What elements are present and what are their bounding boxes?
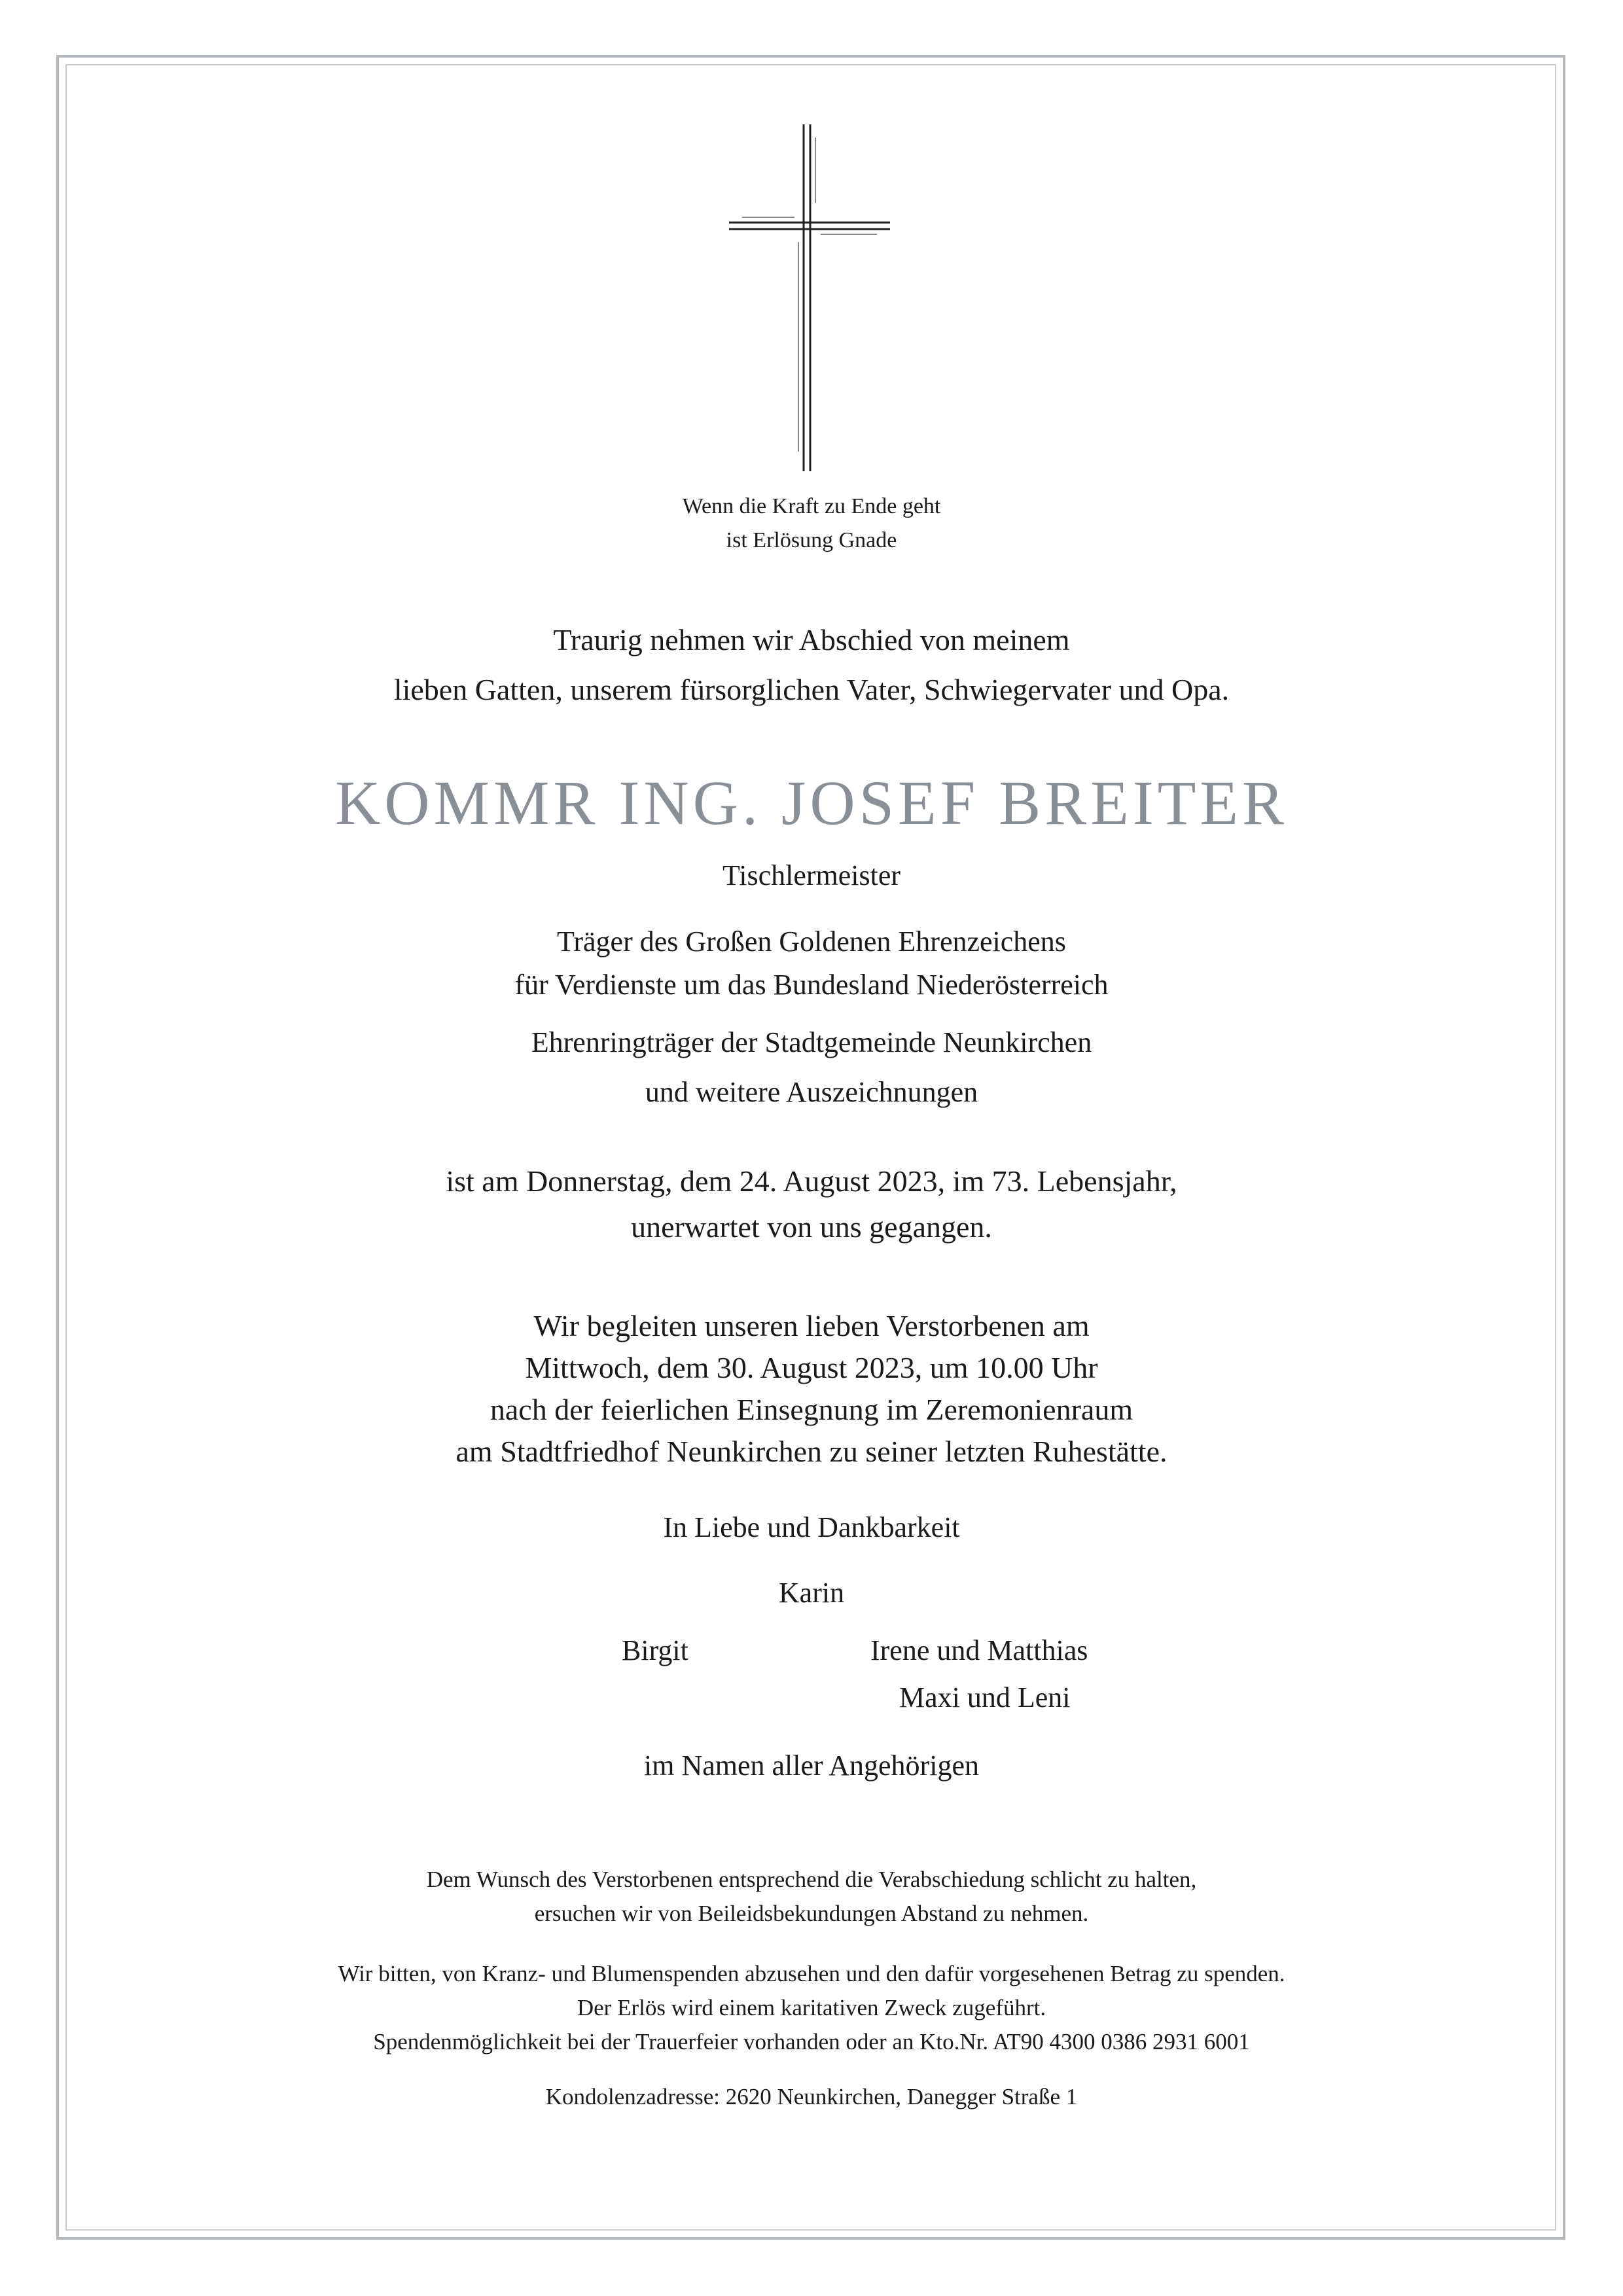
condolence-address: Kondolenzadresse: 2620 Neunkirchen, Danegger Straße 1 (545, 2084, 1078, 2109)
funeral-details (0, 1305, 1623, 1473)
motto (0, 490, 1623, 558)
funeral-line-4: am Stadtfriedhof Neunkirchen zu seiner letzten Ruhestätte. (455, 1435, 1168, 1468)
donation-line-1: Wir bitten, von Kranz- und Blumenspenden abzusehen und den dafür vorgesehenen Betrag zu spenden. (338, 1961, 1285, 1986)
cross-icon (729, 124, 890, 471)
closing-phrase: In Liebe und Dankbarkeit (663, 1511, 960, 1543)
death-line-1: ist am Donnerstag, dem 24. August 2023, im 73. Lebensjahr, (446, 1164, 1177, 1198)
death-notice (0, 1158, 1623, 1250)
intro (0, 615, 1623, 715)
motto-line-2: ist Erlösung Gnade (726, 528, 897, 552)
donation-line-3: Spendenmöglichkeit bei der Trauerfeier vorhanden oder an Kto.Nr. AT90 4300 0386 2931 6001 (373, 2029, 1250, 2054)
intro-line-1: Traurig nehmen wir Abschied von meinem (553, 623, 1070, 656)
honor-award-1-line-1: Träger des Großen Goldenen Ehrenzeichens (557, 925, 1066, 958)
honor-award-2: Ehrenringträger der Stadtgemeinde Neunkirchen (531, 1026, 1092, 1058)
mourner-grandchildren: Maxi und Leni (899, 1681, 1071, 1713)
donation-notice (0, 1957, 1623, 2059)
intro-line-2: lieben Gatten, unserem fürsorglichen Vater, Schwiegervater und Opa. (393, 673, 1230, 706)
wish-line-2: ersuchen wir von Beileidsbekundungen Abstand zu nehmen. (534, 1901, 1089, 1926)
deceased-name: KOMMR ING. JOSEF BREITER (334, 768, 1289, 838)
death-line-2: unerwartet von uns gegangen. (631, 1210, 992, 1244)
mourner-spouse: Karin (778, 1577, 845, 1609)
profession: Tischlermeister (722, 859, 901, 891)
funeral-line-1: Wir begleiten unseren lieben Verstorbenen am (533, 1309, 1090, 1342)
honor-award-3: und weitere Auszeichnungen (645, 1076, 978, 1108)
wish-notice (0, 1863, 1623, 1931)
wish-line-1: Dem Wunsch des Verstorbenen entsprechend die Verabschiedung schlicht zu halten, (426, 1867, 1197, 1892)
honor-award-1-line-2: für Verdienste um das Bundesland Niederösterreich (514, 969, 1109, 1001)
mourner-child-2: Irene und Matthias (870, 1634, 1088, 1666)
honor-award-1 (0, 920, 1623, 1007)
donation-line-2: Der Erlös wird einem karitativen Zweck zugeführt. (577, 1995, 1046, 2020)
funeral-line-3: nach der feierlichen Einsegnung im Zeremonienraum (490, 1393, 1133, 1426)
mourner-child-1: Birgit (622, 1634, 688, 1666)
funeral-line-2: Mittwoch, dem 30. August 2023, um 10.00 Uhr (525, 1351, 1098, 1384)
motto-line-1: Wenn die Kraft zu Ende geht (682, 494, 941, 518)
relatives-line: im Namen aller Angehörigen (644, 1749, 979, 1782)
